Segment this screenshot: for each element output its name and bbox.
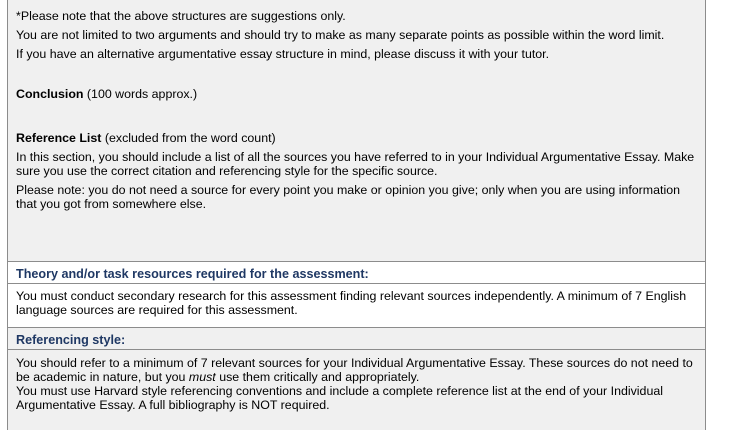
referencing-text-1: You should refer to a minimum of 7 relevant sources for your Individual Argumentative Essay. These sources do not need to be academic in nature, but you must use them critically and appropriately.	[16, 356, 693, 384]
referencing-heading-cell	[8, 328, 705, 350]
conclusion-detail: (100 words approx.)	[86, 87, 198, 101]
must-emphasis: must	[188, 370, 216, 384]
conclusion-label: Conclusion	[16, 87, 84, 101]
theory-text-cell	[8, 284, 705, 328]
reference-list-para2: Please note: you do not need a source for every point you make or opinion you give; only when you are using information that you got from somewhere else.	[16, 183, 680, 211]
referencing-text-cell	[8, 350, 705, 430]
referencing-text-2: You must use Harvard style referencing conventions and include a complete reference list at the end of your Individual Argumentative Essay. A full bibliography is NOT required.	[16, 384, 663, 412]
arguments-text: You are not limited to two arguments and should try to make as many separate points as possible within the word limit.	[16, 28, 665, 42]
referencing-heading: Referencing style:	[16, 333, 126, 347]
theory-text: You must conduct secondary research for this assessment finding relevant sources independently. A minimum of 7 English language sources are required for this assessment.	[16, 289, 687, 317]
reference-list-para1: In this section, you should include a list of all the sources you have referred to in your Individual Argumentative Essay. Make sure you use the correct citation and referencing style for the specific source.	[16, 150, 695, 178]
alternative-text: If you have an alternative argumentative essay structure in mind, please discuss it with your tutor.	[16, 47, 550, 61]
assessment-table	[7, 0, 706, 430]
theory-heading: Theory and/or task resources required for the assessment:	[16, 267, 369, 281]
reference-list-detail: (excluded from the word count)	[104, 131, 276, 145]
theory-heading-cell	[8, 262, 705, 284]
conclusion-line	[16, 87, 697, 101]
note-text: *Please note that the above structures are suggestions only.	[16, 9, 346, 23]
reference-list-label: Reference List	[16, 131, 102, 145]
reference-list-line	[16, 131, 697, 145]
essay-structure-cell	[8, 0, 705, 262]
